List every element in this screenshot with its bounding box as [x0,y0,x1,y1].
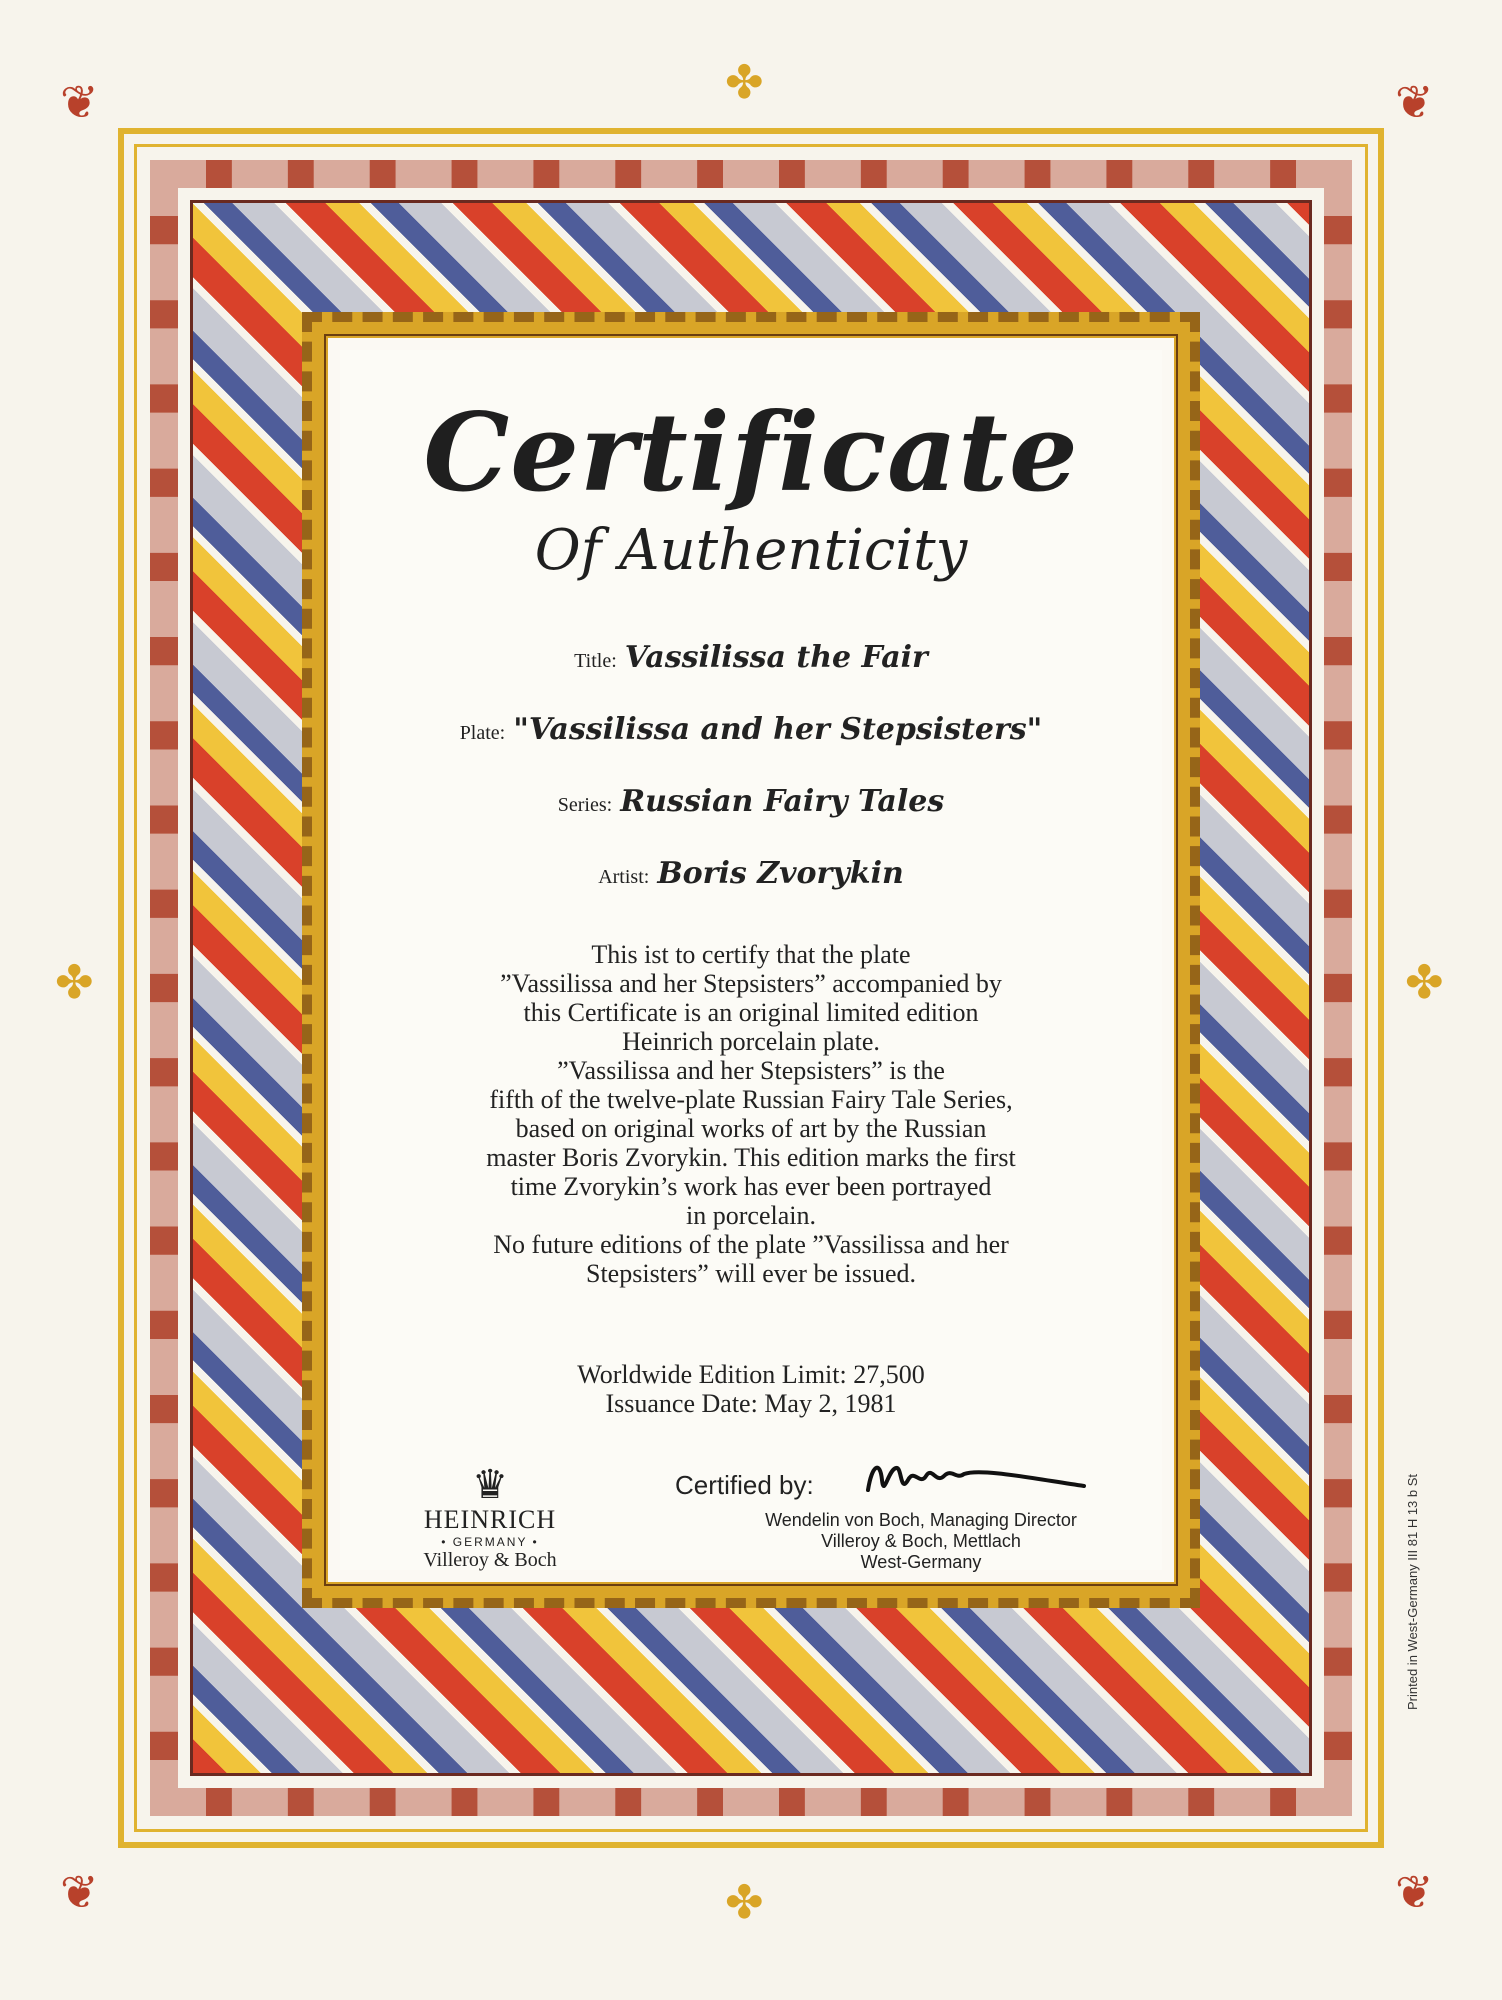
corner-ornament-icon: ❦ [60,77,99,128]
statement-line: ”Vassilissa and her Stepsisters” accompanied by [500,969,1002,998]
field-artist [340,856,1162,891]
crown-icon: ♛ [472,1462,508,1507]
field-value: "Vassilissa and her Stepsisters" [513,712,1043,747]
right-knot-ornament-icon: ✤ [1405,957,1444,1008]
field-label: Title: [574,650,617,672]
signature-icon [860,1450,1090,1510]
edition-limit: Worldwide Edition Limit: 27,500 [577,1360,925,1389]
field-value: Russian Fairy Tales [620,784,945,819]
certificate-subtitle: Of Authenticity [534,518,968,583]
left-knot-ornament-icon: ✤ [55,957,94,1008]
field-plate [340,712,1162,747]
field-value: Vassilissa the Fair [624,640,928,675]
bottom-knot-ornament-icon: ✤ [725,1877,764,1928]
signer-line: West-Germany [860,1552,982,1572]
statement-line: this Certificate is an original limited edition [523,998,979,1027]
field-series [340,784,1162,819]
statement-line: master Boris Zvorykin. This edition marks the first [486,1143,1016,1172]
heinrich-logo [400,1462,580,1572]
statement-line: This ist to certify that the plate [591,940,911,969]
issuance-date: Issuance Date: May 2, 1981 [605,1389,897,1418]
corner-ornament-icon: ❦ [1395,77,1434,128]
statement-line: Heinrich porcelain plate. [622,1027,880,1056]
signer-details [680,1510,1162,1573]
field-label: Artist: [598,866,650,888]
logo-maker: Villeroy & Boch [423,1549,557,1571]
statement-line: No future editions of the plate ”Vassilissa and her [493,1230,1009,1259]
field-value: Boris Zvorykin [657,856,904,891]
certification-statement [370,940,1132,1288]
certificate-title: Certificate [423,390,1079,516]
edition-info [340,1360,1162,1418]
signer-line: Villeroy & Boch, Mettlach [821,1531,1021,1551]
printed-note: Printed in West-Germany III 81 H 13 b St [1405,1473,1420,1710]
statement-line: Stepsisters” will ever be issued. [586,1259,916,1288]
certified-by-label: Certified by: [675,1470,814,1500]
statement-line: ”Vassilissa and her Stepsisters” is the [557,1056,945,1085]
statement-line: based on original works of art by the Russian [515,1114,987,1143]
corner-ornament-icon: ❦ [60,1867,99,1918]
field-title [340,640,1162,675]
statement-line: fifth of the twelve-plate Russian Fairy Tale Series, [489,1085,1013,1114]
field-label: Plate: [459,722,506,744]
certificate-panel [340,350,1162,1570]
statement-line: time Zvorykin’s work has ever been portrayed [510,1172,992,1201]
statement-line: in porcelain. [686,1201,816,1230]
signer-line: Wendelin von Boch, Managing Director [765,1510,1077,1530]
logo-country: • GERMANY • [441,1535,539,1549]
field-label: Series: [557,794,613,816]
corner-ornament-icon: ❦ [1395,1867,1434,1918]
top-knot-ornament-icon: ✤ [725,57,764,108]
logo-brand: HEINRICH [423,1505,557,1534]
